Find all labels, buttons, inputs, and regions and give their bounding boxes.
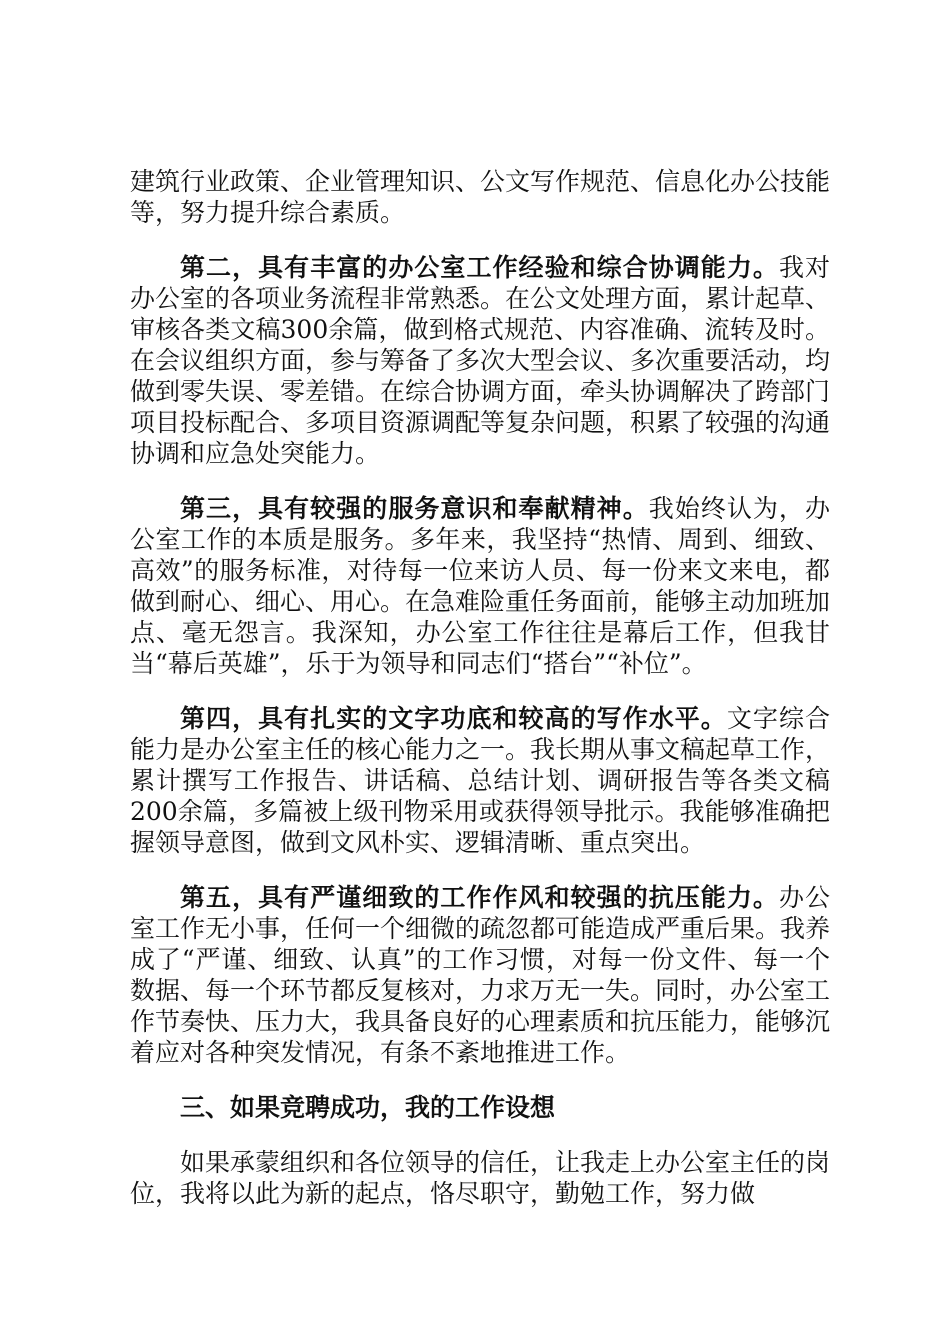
paragraph-continuation xyxy=(130,166,830,228)
paragraph-text: 我始终认为，办公室工作的本质是服务。多年来，我坚持“热情、周到、细致、高效”的服务标准，对待每一位来访人员、每一份来文来电，都做到耐心、细心、用心。在急难险重任务面前，能够主动加班加点、毫无怨言。我深知，办公室工作往往是幕后工作，但我甘当“幕后英雄”，乐于为领导和同志们“搭台”“补位”。 xyxy=(130,494,831,678)
section-heading: 三、如果竞聘成功，我的工作设想 xyxy=(180,1093,556,1122)
paragraph-lead: 第三，具有较强的服务意识和奉献精神。 xyxy=(180,494,649,523)
paragraph-text: 建筑行业政策、企业管理知识、公文写作规范、信息化办公技能等，努力提升综合素质。 xyxy=(130,167,831,227)
paragraph-fifth-point xyxy=(130,882,830,1068)
paragraph-text: 文字综合能力是办公室主任的核心能力之一。我长期从事文稿起草工作，累计撰写工作报告、讲话稿、总结计划、调研报告等各类文稿200余篇，多篇被上级刊物采用或获得领导批示。我能够准确把握领导意图，做到文风朴实、逻辑清晰、重点突出。 xyxy=(130,704,831,857)
document-page xyxy=(130,166,830,1233)
paragraph-third-point xyxy=(130,493,830,679)
paragraph-text: 办公室工作无小事，任何一个细微的疏忽都可能造成严重后果。我养成了“严谨、细致、认真”的工作习惯，对每一份文件、每一个数据、每一个环节都反复核对，力求万无一失。同时，办公室工作节奏快、压力大，我具备良好的心理素质和抗压能力，能够沉着应对各种突发情况，有条不紊地推进工作。 xyxy=(130,883,831,1067)
paragraph-lead: 第二，具有丰富的办公室工作经验和综合协调能力。 xyxy=(180,253,779,282)
paragraph-lead: 第四，具有扎实的文字功底和较高的写作水平。 xyxy=(180,704,727,733)
paragraph-lead: 第五，具有严谨细致的工作作风和较强的抗压能力。 xyxy=(180,883,779,912)
paragraph-second-point xyxy=(130,252,830,469)
paragraph-fourth-point xyxy=(130,703,830,858)
paragraph-text: 如果承蒙组织和各位领导的信任，让我走上办公室主任的岗位，我将以此为新的起点，恪尽职守，勤勉工作，努力做 xyxy=(130,1148,831,1208)
paragraph-work-plan-intro xyxy=(130,1147,830,1209)
paragraph-text: 我对办公室的各项业务流程非常熟悉。在公文处理方面，累计起草、审核各类文稿300余篇，做到格式规范、内容准确、流转及时。在会议组织方面，参与筹备了多次大型会议、多次重要活动，均做到零失误、零差错。在综合协调方面，牵头协调解决了跨部门项目投标配合、多项目资源调配等复杂问题，积累了较强的沟通协调和应急处突能力。 xyxy=(130,253,831,468)
